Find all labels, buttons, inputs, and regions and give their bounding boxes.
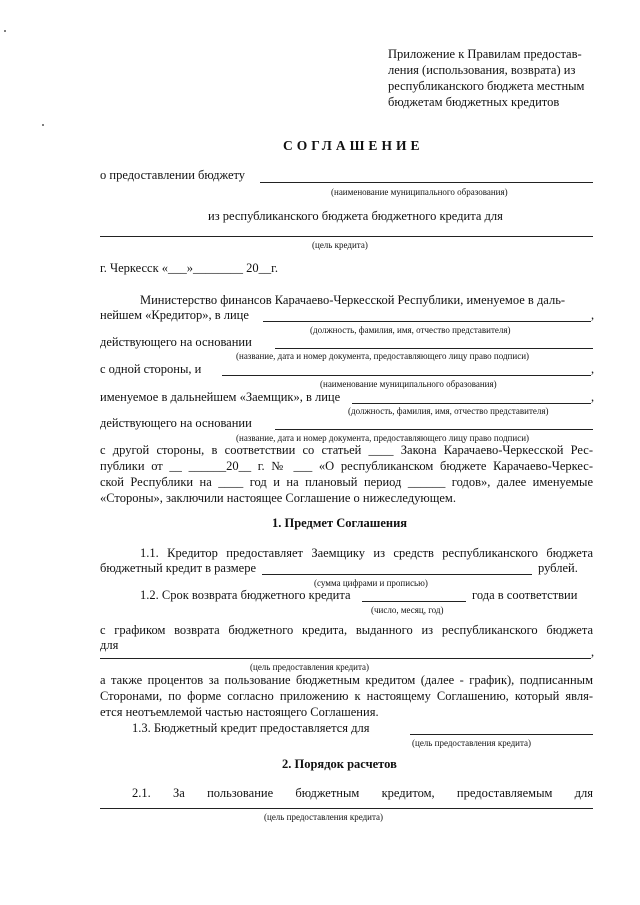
appendix-line-3: республиканского бюджета местным — [388, 79, 585, 93]
subtitle-line-1: о предоставлении бюджету — [100, 168, 246, 182]
creditor-representative-blank[interactable] — [263, 321, 591, 322]
subtitle-line-2: из республиканского бюджета бюджетного кредита для — [208, 209, 503, 223]
clause-1-2-line-3: для — [100, 638, 119, 652]
place-date: г. Черкесск «___»________ 20__г. — [100, 261, 279, 275]
municipality-caption: (наименование муниципального образования) — [331, 187, 508, 197]
repayment-date-blank[interactable] — [362, 601, 466, 602]
intro-line-10: «Стороны», заключили настоящее Соглашение о нижеследующем. — [100, 491, 456, 505]
clause-1-2-tail: года в соответствии — [472, 588, 578, 602]
intro-line-9: ской Республики на ____ год и на плановый период ______ годов», далее именуемые — [100, 475, 593, 489]
clause-1-2-line-1: 1.2. Срок возврата бюджетного кредита — [140, 588, 351, 602]
clause-1-2-line-6: ется неотъемлемой частью настоящего Соглашения. — [100, 705, 379, 719]
borrower-representative-caption: (должность, фамилия, имя, отчество представителя) — [348, 406, 549, 416]
comma: , — [591, 390, 595, 404]
borrower-name-blank[interactable] — [222, 375, 591, 376]
clause-1-2-line-2: с графиком возврата бюджетного кредита, выданного из республиканского бюджета — [100, 623, 593, 637]
purpose-caption-1-2: (цель предоставления кредита) — [250, 662, 369, 672]
borrower-basis-caption: (название, дата и номер документа, предоставляющего лицу право подписи) — [236, 433, 530, 443]
purpose-blank-1-2[interactable] — [100, 658, 591, 659]
comma: , — [591, 308, 595, 322]
clause-1-1-line-1: 1.1. Кредитор предоставляет Заемщику из средств республиканского бюджета — [140, 546, 593, 560]
appendix-line-1: Приложение к Правилам предостав- — [388, 47, 582, 61]
intro-line-8: публики от __ ______20__ г. № ___ «О республиканском бюджете Карачаево-Черкес- — [100, 459, 593, 473]
borrower-name-caption: (наименование муниципального образования) — [320, 379, 497, 389]
section-1-title: 1. Предмет Соглашения — [272, 516, 408, 530]
clause-1-1-line-2: бюджетный кредит в размере — [100, 561, 256, 575]
appendix-line-4: бюджетам бюджетных кредитов — [388, 95, 560, 109]
credit-purpose-blank[interactable] — [100, 236, 593, 237]
creditor-representative-caption: (должность, фамилия, имя, отчество представителя) — [310, 325, 511, 335]
comma: , — [591, 362, 595, 376]
credit-purpose-caption: (цель кредита) — [312, 240, 368, 250]
borrower-representative-blank[interactable] — [352, 403, 591, 404]
purpose-blank-2-1[interactable] — [100, 808, 593, 809]
intro-line-4: с одной стороны, и — [100, 362, 202, 376]
purpose-caption-1-3: (цель предоставления кредита) — [412, 738, 531, 748]
intro-line-1: Министерство финансов Карачаево-Черкесской Республики, именуемое в даль- — [140, 293, 566, 307]
clause-1-2-line-4: а также процентов за пользование бюджетным кредитом (далее - график), подписанным — [100, 673, 593, 687]
intro-line-5: именуемое в дальнейшем «Заемщик», в лице — [100, 390, 341, 404]
purpose-caption-2-1: (цель предоставления кредита) — [264, 812, 383, 822]
borrower-basis-blank[interactable] — [275, 429, 593, 430]
clause-1-3: 1.3. Бюджетный кредит предоставляется для — [132, 721, 370, 735]
creditor-basis-blank[interactable] — [275, 348, 593, 349]
municipality-blank[interactable] — [260, 182, 593, 183]
section-2-title: 2. Порядок расчетов — [282, 757, 397, 771]
document-title: СОГЛАШЕНИЕ — [283, 138, 424, 153]
clause-1-1-tail: рублей. — [538, 561, 578, 575]
scan-speck — [4, 30, 6, 32]
intro-line-7: с другой стороны, в соответствии со статьей ____ Закона Карачаево-Черкесской Рес- — [100, 443, 593, 457]
creditor-basis-caption: (название, дата и номер документа, предоставляющего лицу право подписи) — [236, 351, 530, 361]
purpose-blank-1-3[interactable] — [410, 734, 593, 735]
clause-2-1-line-1: 2.1. За пользование бюджетным кредитом, предоставляемым для — [132, 786, 593, 800]
intro-line-3: действующего на основании — [100, 335, 252, 349]
credit-amount-blank[interactable] — [262, 574, 532, 575]
intro-line-6: действующего на основании — [100, 416, 252, 430]
intro-line-2: нейшем «Кредитор», в лице — [100, 308, 249, 322]
credit-amount-caption: (сумма цифрами и прописью) — [314, 578, 428, 588]
appendix-line-2: ления (использования, возврата) из — [388, 63, 576, 77]
comma: , — [591, 645, 595, 659]
clause-1-2-line-5: Сторонами, по форме согласно приложению к настоящему Соглашению, который явля- — [100, 689, 593, 703]
repayment-date-caption: (число, месяц, год) — [371, 605, 444, 615]
scan-speck — [42, 124, 44, 126]
